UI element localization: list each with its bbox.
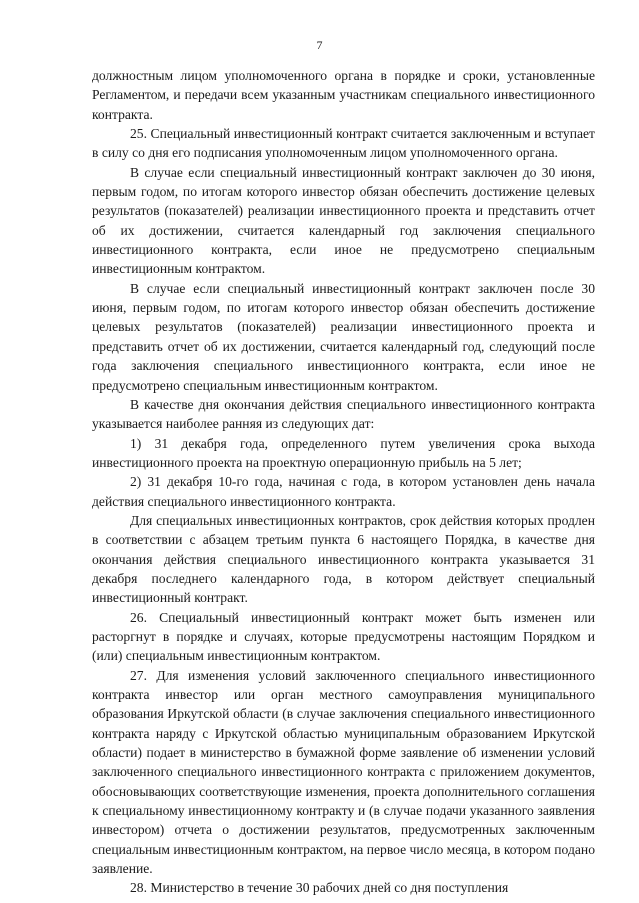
list-item-2: 2) 31 декабря 10-го года, начиная с года, в котором установлен день начала действия специального инвестиционного контракта. xyxy=(92,474,595,509)
list-item-1: 1) 31 декабря года, определенного путем увеличения срока выхода инвестиционного проекта на проектную операционную прибыль на 5 лет; xyxy=(92,435,595,470)
paragraph-item-27: 27. Для изменения условий заключенного специального инвестиционного контракта инвестор или орган местного самоуправления муниципального образования Иркутской области (в случае заключения специального инвестиционного контракта наряду с Иркутской областью муниципальным образованием Иркутской области) подает в министерство в бумажной форме заявление об изменении условий заключенного специального инвестиционного контракта с приложением документов, обосновывающих соответствующие изменения, проекта дополнительного соглашения к специальному инвестиционному контракту и (в случае подачи указанного заявления инвестором) отчета о достижении результатов, предусмотренных заключенным специальным инвестиционным контрактом, на первое число месяца, в котором подано заявление. xyxy=(92,667,595,877)
paragraph-continued: должностным лицом уполномоченного органа в порядке и сроки, установленные Регламентом, и передачи всем указанным участникам специального инвестиционного контракта. xyxy=(92,68,595,122)
page-number: 7 xyxy=(316,38,323,52)
paragraph-item-28: 28. Министерство в течение 30 рабочих дней со дня поступления xyxy=(130,880,509,896)
paragraph-extended-contracts: Для специальных инвестиционных контрактов, срок действия которых продлен в соответствии с абзацем третьим пункта 6 настоящего Порядка, в качестве дня окончания действия специального инвестиционного контракта указывается 31 декабря последнего календарного года, в котором действует специальный инвестиционный контракт. xyxy=(92,512,595,606)
paragraph-before-june-30: В случае если специальный инвестиционный контракт заключен до 30 июня, первым годом, по итогам которого инвестор обязан обеспечить достижение целевых результатов (показателей) реализации инвестиционного проекта и представить отчет об их достижении, считается календарный год заключения специального инвестиционного контракта, если иное не предусмотрено специальным инвестиционным контрактом. xyxy=(92,164,595,277)
paragraph-item-25: 25. Специальный инвестиционный контракт считается заключенным и вступает в силу со дня его подписания уполномоченным лицом уполномоченного органа. xyxy=(92,126,595,161)
paragraph-item-26: 26. Специальный инвестиционный контракт может быть изменен или расторгнут в порядке и случаях, которые предусмотрены настоящим Порядком и (или) специальным инвестиционным контрактом. xyxy=(92,609,595,664)
document-body xyxy=(92,66,595,898)
paragraph-after-june-30: В случае если специальный инвестиционный контракт заключен после 30 июня, первым годом, по итогам которого инвестор обязан обеспечить достижение целевых результатов (показателей) реализации инвестиционного проекта и представить отчет об их достижении, считается календарный год, следующий после года заключения специального инвестиционного контракта, если иное не предусмотрено специальным инвестиционным контрактом. xyxy=(92,280,595,393)
paragraph-end-date-intro: В качестве дня окончания действия специального инвестиционного контракта указывается наиболее ранняя из следующих дат: xyxy=(92,396,595,432)
